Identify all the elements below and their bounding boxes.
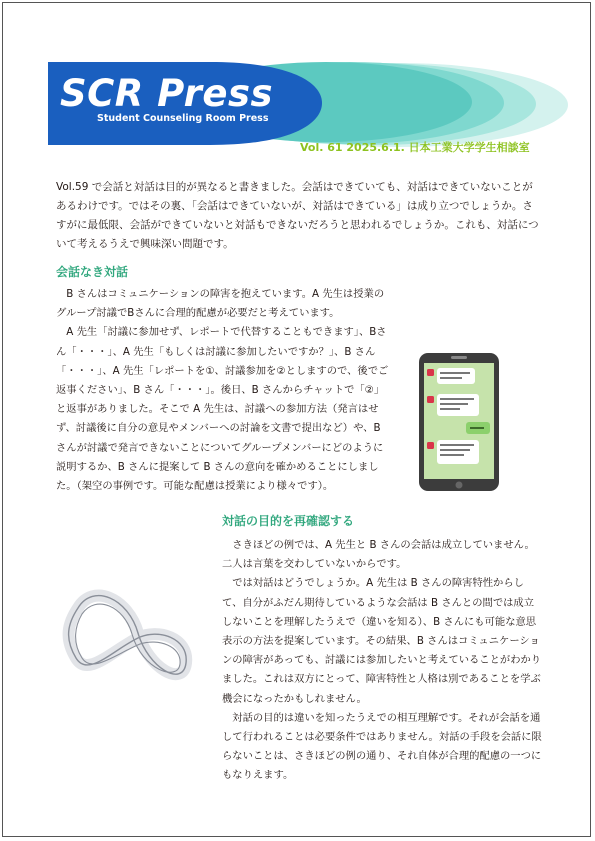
intro-paragraph (56, 178, 542, 254)
section2-paragraph: 対話の目的は違いを知ったうえでの相互理解です。それが会話を通して行われることは必要条件ではありません。対話の手段を会話に限らないことは、さきほどの例の通り、それ自体が合理的配慮の一つにもなりえます。 (222, 711, 542, 782)
section2-paragraph: では対話はどうでしょうか。A 先生は B さんの障害特性からして、自分がふだん期待しているような会話は B さんとの間では成立しないことを理解したうえで（違いを知る）、B さんにも可能な意思表示の方法を提案しています。その結果、B さんはコミュニケーションの障害があっても、討議には参加したいと考えていることがわかりました。これは双方にとって、障害特性と人格は別であることを学ぶ機会になったかもしれません。 (222, 577, 542, 705)
issue-line: Vol. 61 2025.6.1. 日本工業大学学生相談室 (300, 141, 530, 154)
section1-body (56, 285, 391, 496)
masthead-subtitle: Student Counseling Room Press (97, 113, 269, 124)
section1-paragraph: B さんはコミュニケーションの障害を抱えています。A 先生は授業のグループ討議でBさんに合理的配慮が必要だと考えています。 (56, 288, 385, 320)
masthead (0, 0, 595, 160)
section2-body (222, 536, 544, 786)
infinity-ribbon-icon (58, 578, 198, 702)
section-heading-dialogue-without-conversation: 会話なき対話 (56, 265, 129, 279)
smartphone-chat-icon (418, 352, 500, 496)
intro-text: Vol.59 で会話と対話は目的が異なると書きました。会話はできていても、対話はできていないことがあるわけです。ではその裏、「会話はできていないが、対話はできている」は成り立つでしょうか。さすがに最低限、会話ができていないと対話もできないだろうと思われるでしょうか。これも、対話について考えるうえで興味深い問題です。 (56, 181, 539, 250)
section2-paragraph: さきほどの例では、A 先生と B さんの会話は成立していません。二人は言葉を交わしていないからです。 (222, 539, 535, 571)
section1-paragraph: A 先生「討議に参加せず、レポートで代替することもできます」、Bさん「・・・」、A 先生「もしくは討議に参加したいですか？」、B さん「・・・」、A 先生「レポートを①、討議参加を②としますので、後でご返事ください」、B さん「・・・」。後日、B さんからチャットで「②」と返事がありました。そこで A 先生は、討議への参加方法（発言はせず、討議後に自分の意見やメンバーへの討論を文書で提出など）や、B さんが討議で発言できないことについてグループメンバーにどのように説明するか、B さんに提案して B さんの意向を確かめることにしました。（架空の事例です。可能な配慮は授業により様々です）。 (56, 326, 389, 493)
section-heading-reconfirm-purpose: 対話の目的を再確認する (222, 514, 355, 528)
masthead-title: SCR Press (60, 72, 274, 115)
